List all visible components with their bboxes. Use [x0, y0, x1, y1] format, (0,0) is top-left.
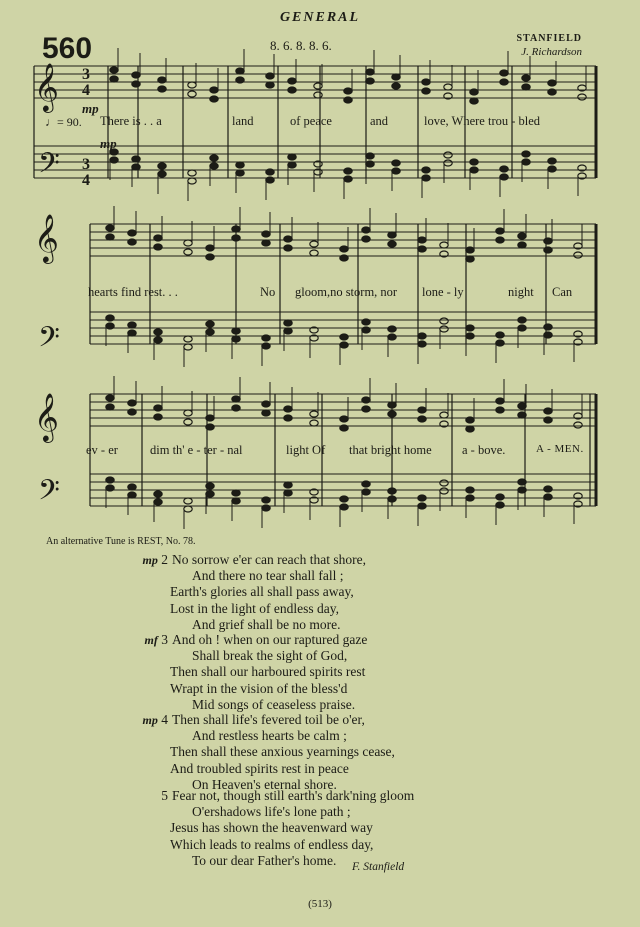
note-head	[262, 401, 270, 407]
note-head	[284, 328, 292, 334]
note-head	[362, 406, 370, 412]
note-head	[340, 246, 348, 252]
note-head	[310, 250, 318, 256]
note-head	[470, 159, 478, 165]
note-head	[154, 405, 162, 411]
note-head	[206, 245, 214, 251]
note-head	[496, 332, 504, 338]
note-head	[418, 407, 426, 413]
note-head	[158, 163, 166, 169]
note-head	[466, 495, 474, 501]
note-head	[418, 495, 426, 501]
note-head	[440, 488, 448, 494]
note-head	[500, 79, 508, 85]
note-head	[266, 177, 274, 183]
note-head	[184, 344, 192, 350]
bass-clef-1: 𝄢	[38, 149, 60, 186]
note-head	[388, 496, 396, 502]
lyric-s1-3: of peace	[290, 114, 332, 128]
dynamic-mp-bass: mp	[100, 136, 117, 151]
note-head	[500, 174, 508, 180]
note-head	[232, 490, 240, 496]
note-head	[496, 494, 504, 500]
note-head	[496, 237, 504, 243]
note-head	[262, 240, 270, 246]
time-sig-treble-bottom: 4	[82, 82, 90, 99]
author: F. Stanfield	[352, 861, 405, 873]
note-head	[340, 425, 348, 431]
note-head	[344, 97, 352, 103]
note-head	[544, 486, 552, 492]
note-head	[236, 170, 244, 176]
note-head	[544, 408, 552, 414]
note-head	[362, 319, 370, 325]
note-head	[362, 397, 370, 403]
verse-3: mf 3 And oh ! when on our raptured gaze Shall break the sight of God, Then shall our harboured spirits rest Wrapt in the vision of the bless'd Mid songs of ceaseless praise.	[144, 632, 368, 712]
note-head	[500, 70, 508, 76]
lyric-s3-5: a - bove.	[462, 443, 506, 457]
note-head	[262, 343, 270, 349]
note-head	[284, 482, 292, 488]
note-head	[288, 162, 296, 168]
note-head	[128, 492, 136, 498]
note-head	[206, 329, 214, 335]
note-head	[466, 487, 474, 493]
note-head	[518, 317, 526, 323]
verse-5: 5 Fear not, though still earth's dark'ning gloom O'ershadows life's lone path ; Jesus has shown the heavenward way Which leads to realms of endless day, To our dear Father's home.	[161, 788, 415, 868]
note-head	[388, 326, 396, 332]
note-head	[128, 239, 136, 245]
note-head	[518, 325, 526, 331]
note-head	[106, 234, 114, 240]
note-head	[154, 235, 162, 241]
note-head	[106, 485, 114, 491]
note-head	[106, 395, 114, 401]
note-head	[496, 228, 504, 234]
verse-2: mp 2 No sorrow e'er can reach that shore, And there no tear shall fall ; Earth's glories all shall pass away, Lost in the light of endless day, And grief shall be no more.	[142, 552, 366, 632]
note-head	[284, 236, 292, 242]
note-head	[392, 83, 400, 89]
note-head	[340, 255, 348, 261]
note-head	[184, 419, 192, 425]
note-head	[544, 238, 552, 244]
note-head	[232, 336, 240, 342]
note-head	[262, 231, 270, 237]
note-head	[544, 417, 552, 423]
note-head	[522, 84, 530, 90]
lyric-s1-5: love, Where trou - bled	[424, 114, 541, 128]
dynamic-mp-treble: mp	[82, 101, 99, 116]
note-head	[210, 163, 218, 169]
time-sig-bass-bottom: 4	[82, 172, 90, 189]
meter: 8. 6. 8. 8. 6.	[270, 38, 332, 53]
note-head	[418, 333, 426, 339]
note-head	[284, 245, 292, 251]
note-head	[544, 332, 552, 338]
note-head	[548, 166, 556, 172]
note-head	[366, 161, 374, 167]
note-head	[440, 242, 448, 248]
note-head	[266, 169, 274, 175]
note-head	[466, 247, 474, 253]
note-head	[132, 156, 140, 162]
note-head	[388, 241, 396, 247]
note-head	[418, 341, 426, 347]
note-head	[440, 318, 448, 324]
note-head	[188, 91, 196, 97]
note-head	[344, 168, 352, 174]
note-head	[110, 76, 118, 82]
arranger: J. Richardson	[521, 46, 582, 58]
time-sig-bass-top: 3	[82, 156, 90, 173]
note-head	[422, 88, 430, 94]
note-head	[154, 414, 162, 420]
note-head	[158, 171, 166, 177]
note-head	[314, 92, 322, 98]
note-head	[388, 488, 396, 494]
note-head	[106, 225, 114, 231]
note-head	[574, 422, 582, 428]
note-head	[496, 398, 504, 404]
note-head	[496, 340, 504, 346]
note-head	[184, 336, 192, 342]
note-head	[106, 404, 114, 410]
note-head	[518, 242, 526, 248]
note-head	[128, 400, 136, 406]
note-head	[210, 96, 218, 102]
note-head	[128, 230, 136, 236]
note-head	[440, 412, 448, 418]
lyric-s3-3: light Of	[286, 443, 326, 457]
note-head	[236, 77, 244, 83]
note-head	[132, 164, 140, 170]
note-head	[544, 324, 552, 330]
note-head	[466, 426, 474, 432]
note-head	[500, 166, 508, 172]
treble-clef-2: 𝄞	[34, 216, 59, 262]
note-head	[154, 499, 162, 505]
note-head	[518, 233, 526, 239]
note-head	[422, 79, 430, 85]
note-head	[110, 157, 118, 163]
note-head	[392, 160, 400, 166]
note-head	[288, 78, 296, 84]
note-head	[466, 256, 474, 262]
note-head	[518, 412, 526, 418]
note-head	[496, 502, 504, 508]
lyric-s2-1: hearts find rest. . .	[88, 285, 178, 299]
tempo-marking: ♩= 90.	[45, 115, 82, 129]
note-head	[470, 98, 478, 104]
lyric-s2-2: No	[260, 285, 276, 299]
note-head	[366, 78, 374, 84]
note-head	[440, 326, 448, 332]
note-head	[470, 89, 478, 95]
note-head	[206, 491, 214, 497]
note-head	[518, 403, 526, 409]
note-head	[262, 505, 270, 511]
note-head	[548, 158, 556, 164]
lyric-s2-4: lone - ly	[422, 285, 464, 299]
note-head	[232, 328, 240, 334]
note-head	[128, 484, 136, 490]
note-head	[266, 82, 274, 88]
note-head	[184, 498, 192, 504]
note-head	[206, 321, 214, 327]
note-head	[158, 77, 166, 83]
note-head	[284, 490, 292, 496]
note-head	[418, 237, 426, 243]
note-head	[310, 241, 318, 247]
note-head	[392, 74, 400, 80]
note-head	[392, 168, 400, 174]
lyric-s3-1: ev - er	[86, 443, 118, 457]
note-head	[444, 160, 452, 166]
note-head	[444, 152, 452, 158]
treble-clef-3: 𝄞	[34, 395, 59, 441]
note-head	[466, 333, 474, 339]
note-head	[362, 327, 370, 333]
note-head	[340, 342, 348, 348]
note-head	[444, 84, 452, 90]
lyric-s2-5: night	[508, 285, 534, 299]
note-head	[314, 83, 322, 89]
note-head	[206, 483, 214, 489]
note-head	[188, 170, 196, 176]
note-head	[496, 407, 504, 413]
note-head	[362, 481, 370, 487]
note-head	[188, 178, 196, 184]
note-head	[288, 154, 296, 160]
note-head	[574, 252, 582, 258]
note-head	[132, 72, 140, 78]
lyric-s2-6: Can	[552, 285, 573, 299]
note-head	[548, 89, 556, 95]
lyric-s3-4: that bright home	[349, 443, 432, 457]
section-title: GENERAL	[279, 10, 361, 25]
note-head	[262, 410, 270, 416]
note-head	[440, 480, 448, 486]
note-head	[206, 424, 214, 430]
note-head	[236, 162, 244, 168]
note-head	[232, 226, 240, 232]
note-head	[184, 506, 192, 512]
note-head	[544, 247, 552, 253]
composer: STANFIELD	[516, 33, 582, 44]
note-head	[466, 417, 474, 423]
note-head	[422, 175, 430, 181]
note-head	[232, 498, 240, 504]
note-head	[522, 151, 530, 157]
note-head	[522, 159, 530, 165]
note-head	[366, 69, 374, 75]
note-head	[232, 235, 240, 241]
note-head	[470, 167, 478, 173]
note-head	[288, 87, 296, 93]
note-head	[106, 477, 114, 483]
note-head	[158, 86, 166, 92]
note-head	[388, 334, 396, 340]
note-head	[154, 491, 162, 497]
alternative-tune-note: An alternative Tune is REST, No. 78.	[46, 536, 196, 547]
note-head	[522, 75, 530, 81]
note-head	[106, 315, 114, 321]
note-head	[340, 504, 348, 510]
note-head	[188, 82, 196, 88]
note-head	[236, 68, 244, 74]
note-head	[578, 94, 586, 100]
note-head	[128, 330, 136, 336]
note-head	[210, 155, 218, 161]
time-sig-treble-top: 3	[82, 66, 90, 83]
note-head	[184, 249, 192, 255]
note-head	[388, 411, 396, 417]
note-head	[266, 73, 274, 79]
note-head	[518, 479, 526, 485]
page-number: (513)	[308, 898, 332, 910]
note-head	[362, 236, 370, 242]
lyric-s1-1: There is . . a	[100, 114, 162, 128]
lyric-s1-4: and	[370, 114, 389, 128]
note-head	[110, 67, 118, 73]
note-head	[418, 246, 426, 252]
note-head	[544, 494, 552, 500]
note-head	[362, 489, 370, 495]
treble-clef-1: 𝄞	[34, 65, 59, 111]
note-head	[548, 80, 556, 86]
note-head	[284, 406, 292, 412]
note-head	[344, 176, 352, 182]
lyric-s1-2: land	[232, 114, 254, 128]
note-head	[344, 88, 352, 94]
note-head	[154, 337, 162, 343]
note-head	[232, 405, 240, 411]
note-head	[128, 409, 136, 415]
note-head	[232, 396, 240, 402]
note-head	[340, 496, 348, 502]
note-head	[340, 416, 348, 422]
note-head	[128, 322, 136, 328]
note-head	[422, 167, 430, 173]
lyric-s2-3: gloom,no storm, nor	[295, 285, 398, 299]
note-head	[206, 415, 214, 421]
hymn-number: 560	[42, 32, 93, 65]
note-head	[362, 227, 370, 233]
note-head	[284, 320, 292, 326]
verse-4: mp 4 Then shall life's fevered toil be o'er, And restless hearts be calm ; Then shall these anxious yearnings cease, And troubled spirits rest in peace On Heaven's eternal shore.	[142, 712, 395, 792]
note-head	[284, 415, 292, 421]
clefs-and-signatures	[34, 63, 90, 513]
note-head	[262, 497, 270, 503]
note-head	[310, 411, 318, 417]
note-head	[418, 416, 426, 422]
note-head	[106, 323, 114, 329]
note-head	[518, 487, 526, 493]
note-head	[154, 329, 162, 335]
lyric-s3-2: dim th' e - ter - nal	[150, 443, 243, 457]
note-head	[388, 402, 396, 408]
note-head	[184, 410, 192, 416]
bass-clef-3: 𝄢	[38, 476, 60, 513]
note-head	[184, 240, 192, 246]
note-head	[466, 325, 474, 331]
note-head	[388, 232, 396, 238]
lyric-s3-6: A - MEN.	[536, 443, 584, 455]
note-head	[262, 335, 270, 341]
note-head	[206, 254, 214, 260]
bass-clef-2: 𝄢	[38, 323, 60, 360]
note-head	[132, 81, 140, 87]
note-head	[310, 420, 318, 426]
note-head	[340, 334, 348, 340]
note-head	[366, 153, 374, 159]
note-head	[210, 87, 218, 93]
note-head	[418, 503, 426, 509]
note-head	[154, 244, 162, 250]
